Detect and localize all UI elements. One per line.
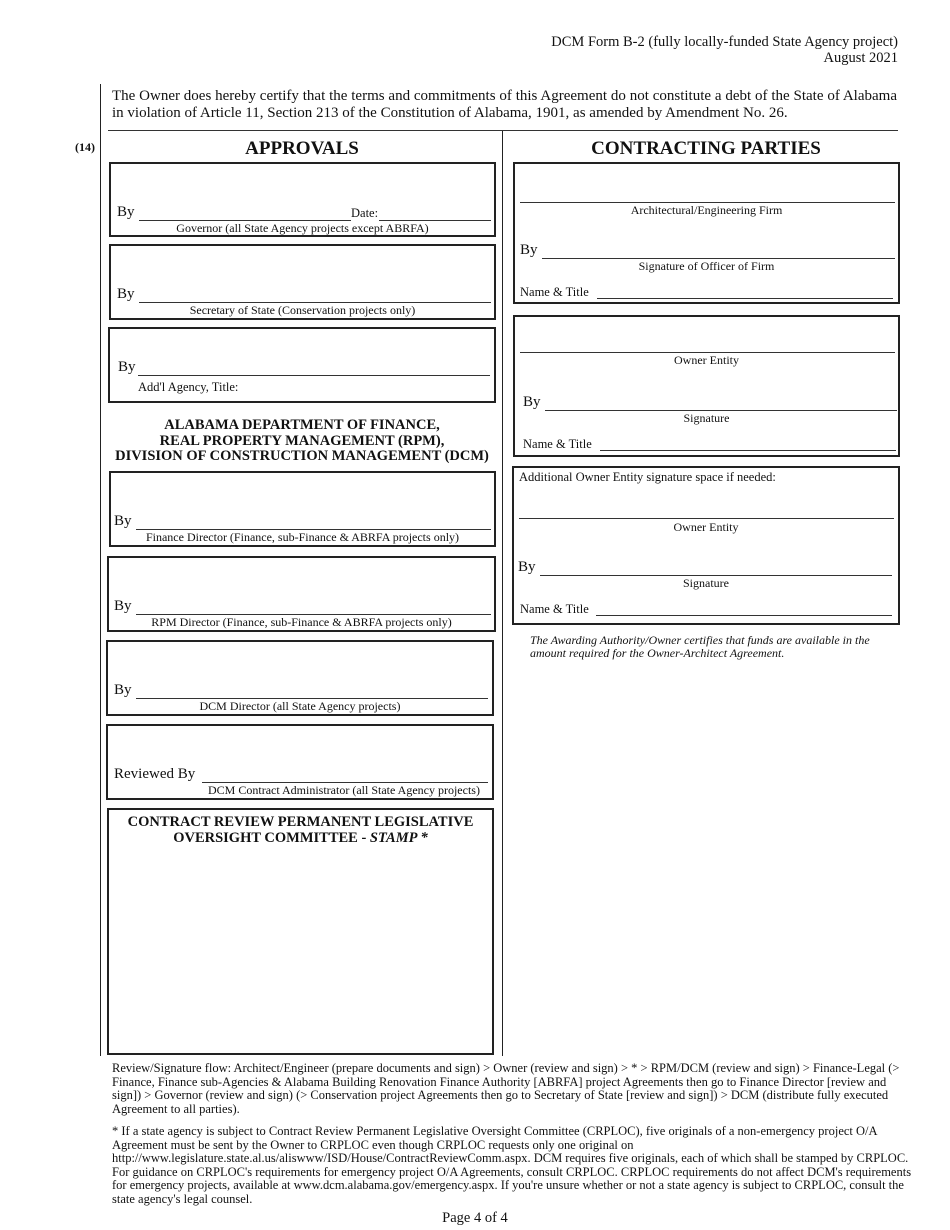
governor-caption: Governor (all State Agency projects except ABRFA) xyxy=(176,221,429,235)
stamp-italic: STAMP * xyxy=(369,830,428,846)
stamp-line-2-text: OVERSIGHT COMMITTEE - xyxy=(173,830,370,846)
stamp-title xyxy=(109,814,492,846)
firm-caption: Architectural/Engineering Firm xyxy=(630,203,783,217)
contract-admin-caption: DCM Contract Administrator (all State Agency projects) xyxy=(208,783,480,797)
signature-flow-text: Review/Signature flow: Architect/Engineer (prepare documents and sign) > Owner (review and sign) > * > RPM/DCM (review and sign) > Finance-Legal (> Finance, Finance sub-Agencies & Alabama Building Renovation Finance Authority [ABRFA] project Agreements then go to Finance Director [review and sign]) > Governor (review and sign) (> Conservation project Agreements then go to Secretary of State [review and sign]) > DCM (distribute fully executed Agreement to all parties). xyxy=(112,1061,900,1116)
by-label: By xyxy=(114,598,132,614)
dcm-director-caption: DCM Director (all State Agency projects) xyxy=(199,699,401,713)
column-divider xyxy=(502,131,503,1056)
crploc-footnote: * If a state agency is subject to Contract Review Permanent Legislative Oversight Committee (CRPLOC), five originals of a non-emergency project O/A Agreement must be sent by the Owner to CRPLOC even though CRPLOC requests only one original on http://www.legislature.state.al.us/aliswww/ISD/House/ContractReviewComm.aspx. DCM requires five originals, each of which shall be stamped by CRPLOC. For guidance on CRPLOC's requirements for emergency project O/A Agreements, consult CRPLOC. CRPLOC requirements do not affect DCM's requirements for emergency projects, available at www.dcm.alabama.gov/emergency.aspx. If you're unsure whether or not a state agency is subject to CRPLOC, consult the state agency's legal counsel. xyxy=(112,1124,912,1206)
owner-entity-caption: Owner Entity xyxy=(673,520,739,534)
addl-agency-label: Add'l Agency, Title: xyxy=(138,380,239,394)
crploc-stamp-box xyxy=(107,808,494,1055)
secretary-caption: Secretary of State (Conservation projects only) xyxy=(189,303,416,317)
by-label: By xyxy=(523,394,541,410)
name-title-label: Name & Title xyxy=(520,602,589,616)
section-number: (14) xyxy=(75,140,95,154)
margin-rule xyxy=(100,84,101,1056)
governor-signature-box xyxy=(109,162,496,237)
additional-owner-signature-box xyxy=(512,466,900,625)
contracting-parties-title: CONTRACTING PARTIES xyxy=(591,138,821,159)
owner-entity-caption: Owner Entity xyxy=(674,353,739,367)
by-label: By xyxy=(520,242,538,258)
firm-name-title-line[interactable] xyxy=(597,298,893,299)
addl-agency-signature-line[interactable] xyxy=(138,375,490,376)
funds-certification-note: The Awarding Authority/Owner certifies that funds are available in the amount required for the Owner-Architect Agreement. xyxy=(530,633,870,660)
stamp-line-2 xyxy=(109,830,492,846)
rpm-director-caption: RPM Director (Finance, sub-Finance & ABRFA projects only) xyxy=(151,615,452,629)
by-label: By xyxy=(114,513,132,529)
dept-line-1: ALABAMA DEPARTMENT OF FINANCE, xyxy=(164,417,440,433)
department-heading xyxy=(106,418,498,465)
by-label: By xyxy=(518,559,536,575)
stamp-line-1: CONTRACT REVIEW PERMANENT LEGISLATIVE xyxy=(127,814,474,830)
form-date: August 2021 xyxy=(823,50,898,66)
rpm-director-signature-box xyxy=(107,556,496,632)
dcm-director-signature-box xyxy=(106,640,494,716)
secretary-signature-box xyxy=(109,244,496,320)
reviewed-by-label: Reviewed By xyxy=(114,766,196,782)
date-label: Date: xyxy=(351,206,379,220)
dept-line-2: REAL PROPERTY MANAGEMENT (RPM), xyxy=(159,432,445,449)
finance-director-caption: Finance Director (Finance, sub-Finance & ABRFA projects only) xyxy=(145,530,460,544)
by-label: By xyxy=(117,286,135,302)
by-label: By xyxy=(117,204,135,220)
dept-line-3: DIVISION OF CONSTRUCTION MANAGEMENT (DCM) xyxy=(115,448,489,464)
name-title-label: Name & Title xyxy=(520,285,589,299)
signature-caption: Signature xyxy=(683,576,729,590)
officer-caption: Signature of Officer of Firm xyxy=(638,259,775,273)
owner-name-title-line[interactable] xyxy=(600,450,896,451)
form-title: DCM Form B-2 (fully locally-funded State Agency project) xyxy=(551,34,898,50)
signature-caption: Signature xyxy=(683,411,730,425)
approvals-title: APPROVALS xyxy=(245,138,359,159)
finance-director-signature-box xyxy=(109,471,496,547)
page-number: Page 4 of 4 xyxy=(442,1210,508,1226)
addl-agency-signature-box xyxy=(108,327,496,403)
additional-owner-label: Additional Owner Entity signature space if needed: xyxy=(519,470,776,484)
name-title-label: Name & Title xyxy=(523,437,592,451)
additional-owner-name-title-line[interactable] xyxy=(596,615,892,616)
form-header xyxy=(551,34,898,66)
owner-signature-box xyxy=(513,315,900,457)
firm-signature-box xyxy=(513,162,900,304)
by-label: By xyxy=(118,359,136,375)
contract-admin-signature-box xyxy=(106,724,494,800)
certification-text: The Owner does hereby certify that the terms and commitments of this Agreement do not constitute a debt of the State of Alabama in violation of Article 11, Section 213 of the Constitution of Alabama, 1901, as amended by Amendment No. 26. xyxy=(112,88,897,121)
additional-owner-entity-line[interactable] xyxy=(519,518,894,519)
by-label: By xyxy=(114,682,132,698)
divider xyxy=(108,130,898,131)
